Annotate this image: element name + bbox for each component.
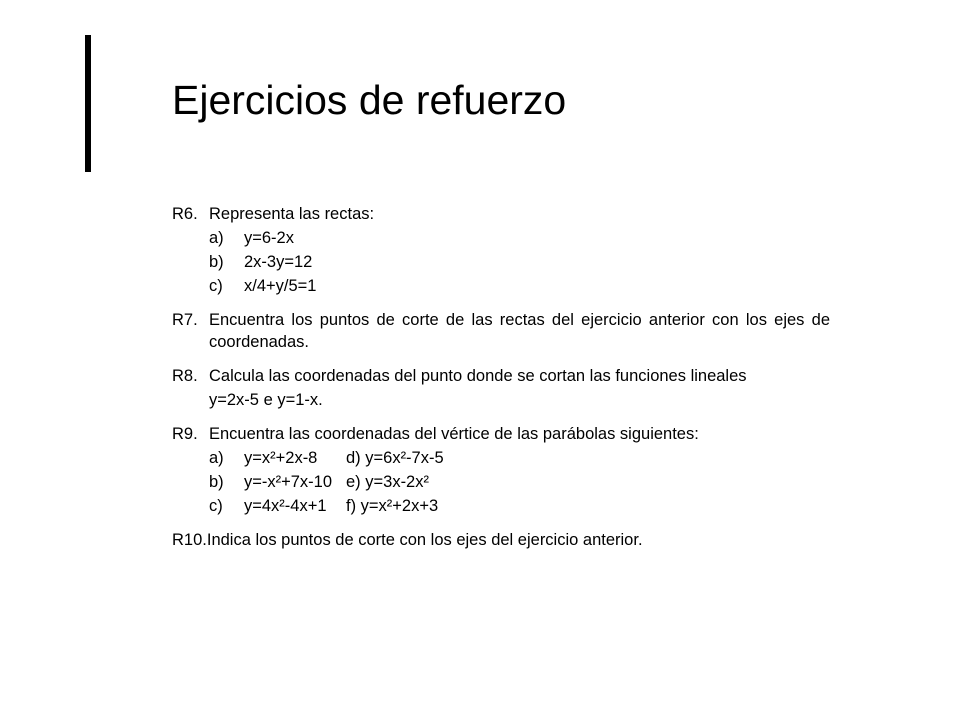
item-label: b) xyxy=(209,473,224,491)
list-item xyxy=(209,471,830,493)
exercise-body xyxy=(209,423,830,517)
item-label: a) xyxy=(209,229,224,247)
item-equation-second: d) y=6x²-7x-5 xyxy=(346,449,444,467)
exercise-list xyxy=(172,203,830,563)
item-equation: y=6-2x xyxy=(244,229,294,247)
item-label: b) xyxy=(209,253,224,271)
list-item xyxy=(209,251,830,273)
exercise-body xyxy=(209,365,830,411)
exercise-number: R10. xyxy=(172,531,207,549)
exercise-number: R9. xyxy=(172,425,198,443)
exercise-body xyxy=(207,529,830,551)
exercise-text: Calcula las coordenadas del punto donde se cortan las funciones lineales xyxy=(209,367,747,385)
item-equation-second: f) y=x²+2x+3 xyxy=(346,497,439,515)
list-item xyxy=(209,275,830,297)
exercise-body xyxy=(209,309,830,353)
exercise-r9 xyxy=(172,423,830,517)
item-equation: y=x²+2x-8 xyxy=(244,449,318,467)
exercise-text: Representa las rectas: xyxy=(209,205,375,223)
list-item xyxy=(209,495,830,517)
item-equation: y=4x²-4x+1 xyxy=(244,497,327,515)
exercise-r7 xyxy=(172,309,830,353)
item-label: a) xyxy=(209,449,224,467)
title-accent-bar xyxy=(85,35,91,172)
slide-title: Ejercicios de refuerzo xyxy=(172,77,567,123)
exercise-text: Indica los puntos de corte con los ejes del ejercicio anterior. xyxy=(206,531,643,549)
item-equation: y=-x²+7x-10 xyxy=(244,473,333,491)
item-label: c) xyxy=(209,497,223,515)
list-item xyxy=(209,447,830,469)
exercise-r10 xyxy=(172,529,830,551)
exercise-continuation: y=2x-5 e y=1-x. xyxy=(209,391,323,409)
exercise-number: R6. xyxy=(172,205,198,223)
exercise-text: Encuentra las coordenadas del vértice de las parábolas siguientes: xyxy=(209,425,699,443)
item-equation: x/4+y/5=1 xyxy=(244,277,317,295)
exercise-r6 xyxy=(172,203,830,297)
exercise-text: Encuentra los puntos de corte de las rectas del ejercicio anterior con los ejes de coordenadas. xyxy=(209,311,830,351)
exercise-body xyxy=(209,203,830,297)
exercise-number: R8. xyxy=(172,367,198,385)
item-equation-second: e) y=3x-2x² xyxy=(346,473,429,491)
list-item xyxy=(209,227,830,249)
item-label: c) xyxy=(209,277,223,295)
item-equation: 2x-3y=12 xyxy=(244,253,313,271)
exercise-r8 xyxy=(172,365,830,411)
exercise-number: R7. xyxy=(172,311,198,329)
